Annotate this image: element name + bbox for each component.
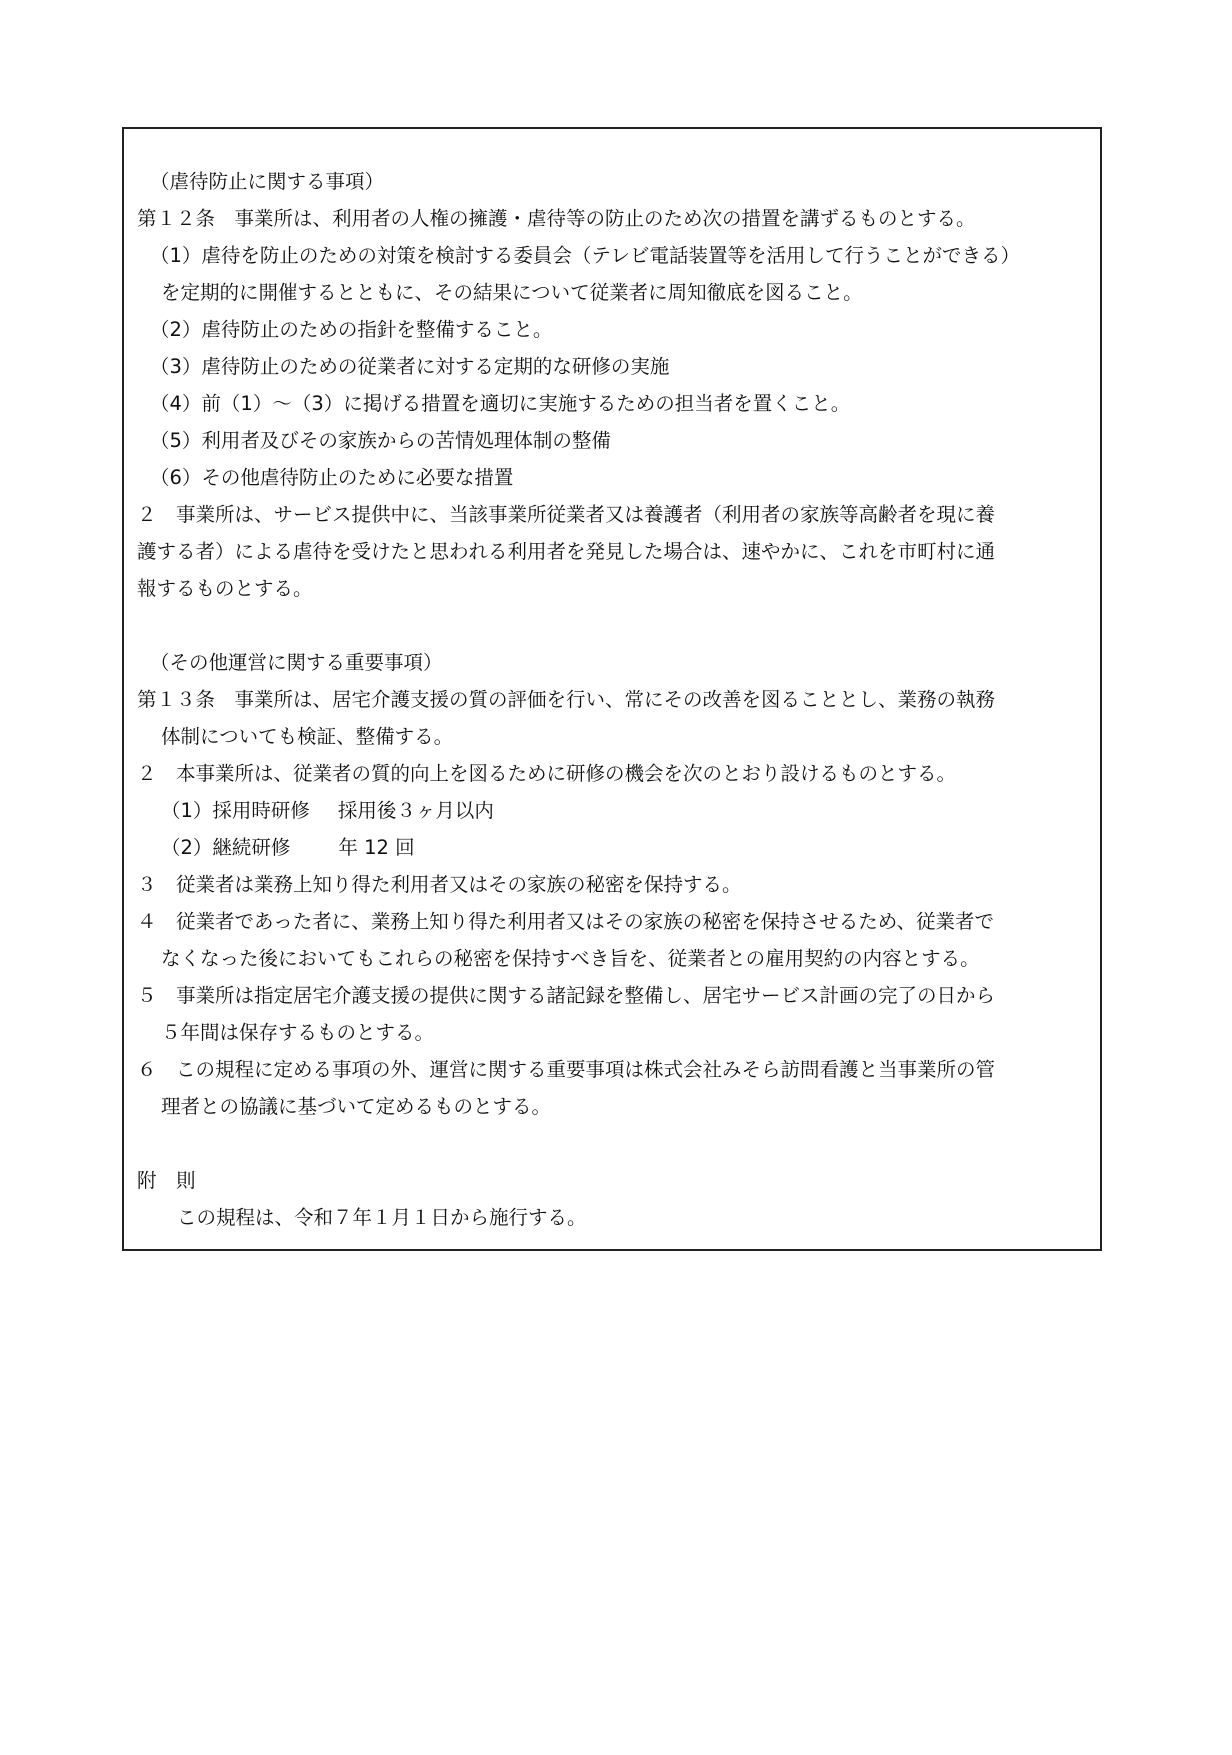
training2-value: 年 12 回 [338, 836, 415, 859]
supplementary-text: この規程は、令和７年１月１日から施行する。 [177, 1206, 587, 1229]
article13-para5-line2: ５年間は保存するものとする。 [161, 1021, 435, 1044]
article12-item6: （6）その他虐待防止のために必要な措置 [150, 466, 514, 489]
article12-para2-line2: 護する者）による虐待を受けたと思われる利用者を発見した場合は、速やかに、これを市町村に通 [137, 540, 996, 563]
article13-para4-line1: ４ 従業者であった者に、業務上知り得た利用者又はその家族の秘密を保持させるため、従業者で [137, 910, 995, 933]
article12-item1-line1: （1）虐待を防止のための対策を検討する委員会（テレビ電話装置等を活用して行うことができる） [150, 244, 1021, 267]
article12-item3: （3）虐待防止のための従業者に対する定期的な研修の実施 [150, 355, 670, 378]
article13-para2: ２ 本事業所は、従業者の質的向上を図るために研修の機会を次のとおり設けるものとする。 [137, 762, 957, 785]
article12-item1-line2: を定期的に開催するとともに、その結果について従業者に周知徹底を図ること。 [161, 281, 863, 304]
article12-main: 第１２条 事業所は、利用者の人権の擁護・虐待等の防止のため次の措置を講ずるものとする。 [137, 207, 976, 230]
article13-para6-line2: 理者との協議に基づいて定めるものとする。 [161, 1095, 552, 1118]
article13-para5-line1: ５ 事業所は指定居宅介護支援の提供に関する諸記録を整備し、居宅サービス計画の完了の日から [137, 984, 996, 1007]
training1-label: （1）採用時研修 [161, 799, 310, 822]
article12-item5: （5）利用者及びその家族からの苦情処理体制の整備 [150, 429, 611, 452]
article12-item4: （4）前（1）～（3）に掲げる措置を適切に実施するための担当者を置くこと。 [150, 392, 851, 415]
section-spacer [137, 1125, 1091, 1162]
document-frame [122, 127, 1102, 1251]
supplementary-heading: 附 則 [137, 1169, 196, 1192]
article13-para4-line2: なくなった後においてもこれらの秘密を保持すべき旨を、従業者との雇用契約の内容とする。 [161, 947, 980, 970]
section-spacer [137, 607, 1091, 644]
article13-main-line1: 第１３条 事業所は、居宅介護支援の質の評価を行い、常にその改善を図ることとし、業務の執務 [137, 688, 996, 711]
article12-heading: （虐待防止に関する事項） [150, 170, 385, 193]
article13-main-line2: 体制についても検証、整備する。 [161, 725, 454, 748]
training2-label: （2）継続研修 [161, 836, 291, 859]
article13-training2 [137, 829, 1091, 866]
article13-heading: （その他運営に関する重要事項） [150, 651, 443, 674]
training1-value: 採用後３ヶ月以内 [337, 799, 494, 822]
article13-para6-line1: ６ この規程に定める事項の外、運営に関する重要事項は株式会社みそら訪問看護と当事業所の管 [137, 1058, 996, 1081]
article13-para3: ３ 従業者は業務上知り得た利用者又はその家族の秘密を保持する。 [137, 873, 742, 896]
article12-para2-line3: 報するものとする。 [137, 577, 313, 600]
document-body [137, 163, 1091, 1236]
article12-item2: （2）虐待防止のための指針を整備すること。 [150, 318, 553, 341]
article12-para2-line1: ２ 事業所は、サービス提供中に、当該事業所従業者又は養護者（利用者の家族等高齢者を現に養 [137, 503, 996, 526]
article13-training1 [137, 792, 1091, 829]
